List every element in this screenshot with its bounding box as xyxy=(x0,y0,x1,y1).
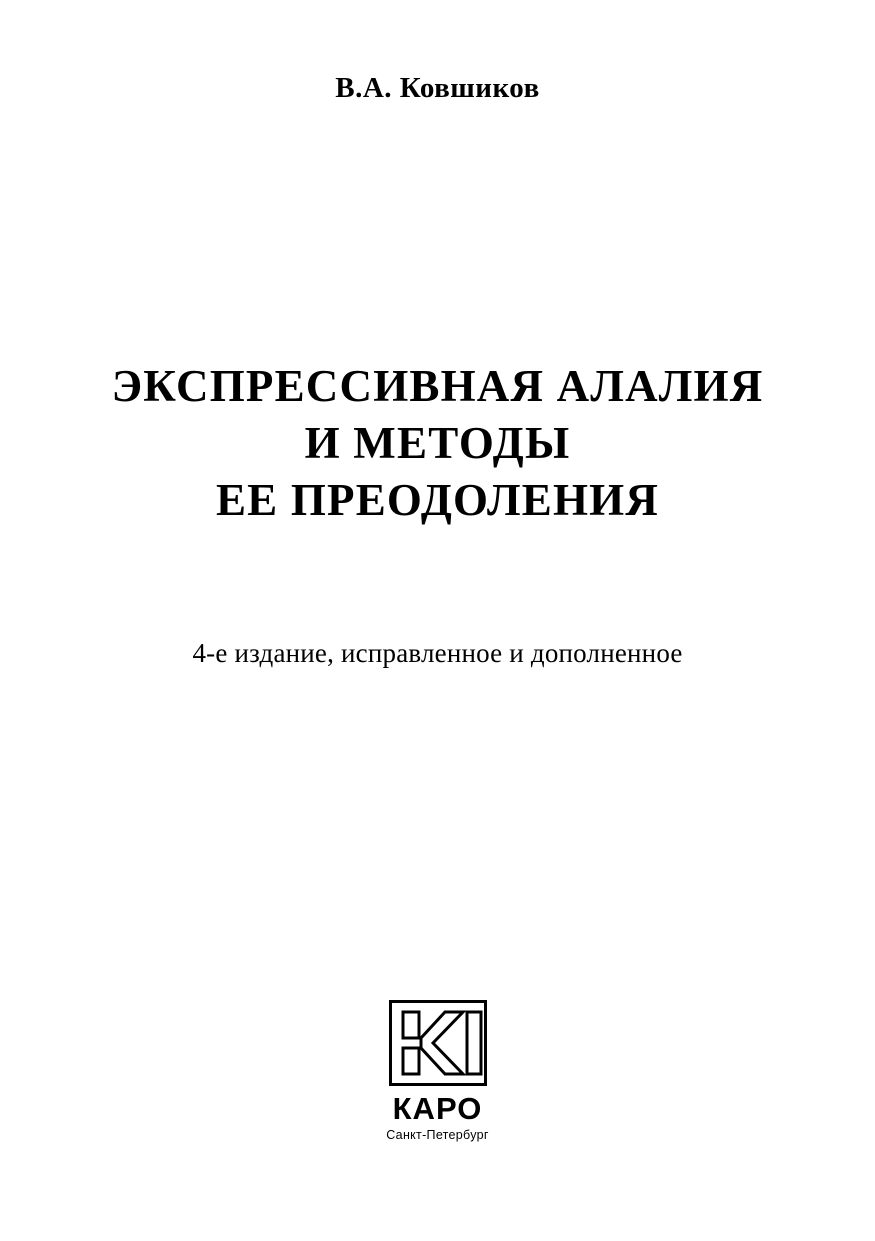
publisher-block xyxy=(0,1000,875,1143)
publisher-city: Санкт-Петербург xyxy=(386,1128,489,1142)
karo-logo-icon xyxy=(389,1000,487,1086)
book-title-line-3: ЕЕ ПРЕОДОЛЕНИЯ xyxy=(215,475,660,525)
edition-note: 4-е издание, исправленное и дополненное xyxy=(192,638,683,668)
author-name: В.А. Ковшиков xyxy=(335,72,540,104)
book-title-line-2: И МЕТОДЫ xyxy=(304,418,571,468)
book-title xyxy=(0,358,875,529)
book-title-line-1: ЭКСПРЕССИВНАЯ АЛАЛИЯ xyxy=(111,361,764,411)
publisher-name: КАРО xyxy=(392,1091,483,1126)
